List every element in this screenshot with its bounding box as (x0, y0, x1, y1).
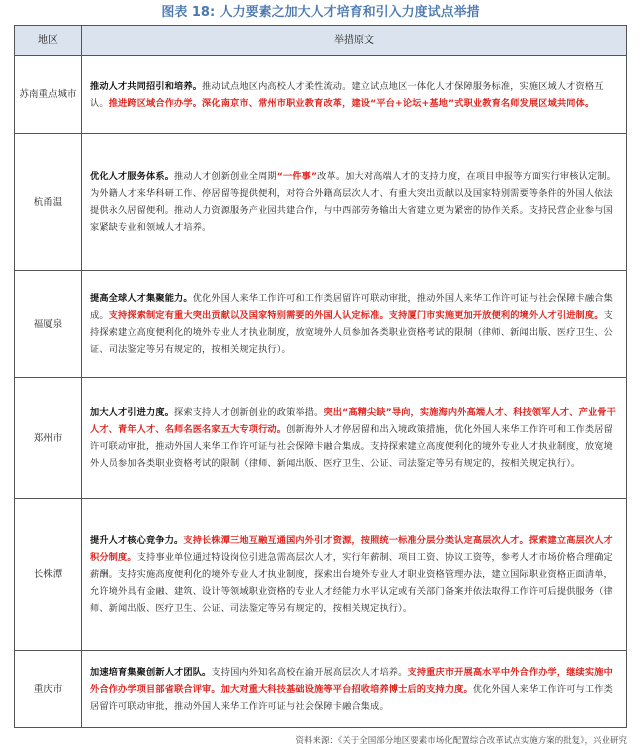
header-measures: 举措原文 (82, 26, 627, 56)
measure-text: 创新海外人才停居留和出入境政策措施，优化外国人来华工作许可和工作类居留许可联动审批，推动外国人来华工作许可证与社会保障卡融合集成。支持探索建立高度便利化的境外专业人才执业制度，放宽境外人员参加各类职业资格考试的限制（律师、新闻出版、医疗卫生、公证、司法鉴定等另有规定的，按相关规定执行）。 (90, 424, 613, 469)
table-header-row (15, 26, 627, 56)
table-row (15, 378, 627, 499)
source-note: 资料来源：《关于全国部分地区要素市场化配置综合改革试点实施方案的批复》，兴业研究 (295, 736, 627, 746)
table-row (15, 271, 627, 378)
measures-cell (82, 378, 627, 499)
measure-heading: 推动人才共同招引和培养。 (90, 80, 203, 92)
measure-heading: 加大人才引进力度。 (90, 407, 175, 418)
measure-text: 推动试点地区内高校人才柔性流动。建立试点地区一体化人才保障服务标准，实施区域人才资格互认。 (90, 80, 604, 109)
measures-cell (82, 271, 627, 378)
figure-title: 图表 18: 人力要素之加大人才培育和引入力度试点举措 (161, 5, 480, 20)
measure-highlight: 推进跨区域合作办学。深化南京市、常州市职业教育改革，建设“平台+论坛+基地”式职业教育名师发展区域共同体。 (108, 97, 595, 109)
measure-heading: 提高全球人才集聚能力。 (90, 293, 193, 304)
region-cell: 长株潭 (15, 499, 82, 651)
measure-heading: 加速培育集聚创新人才团队。 (90, 666, 212, 678)
measures-cell (82, 651, 627, 728)
measure-text: 支持国内外知名高校在渝开展高层次人才培养。 (211, 666, 408, 678)
measure-highlight: 突出“高精尖缺”导向，实施海内外高端人才、科技领军人才、产业骨干人才、青年人才、名师名医名家五大专项行动。 (90, 407, 616, 435)
measures-cell (82, 134, 627, 271)
measure-highlight: 支持长株潭三地互融互通国内外引才资源，按照统一标准分层分类认定高层次人才。探索建立高层次人才积分制度。 (90, 535, 613, 563)
measure-highlight: 支持重庆市开展高水平中外合作办学，继续实施中外合作办学项目部省联合评审。加大对重大科技基础设施等平台招收培养博士后的支持力度。 (90, 666, 613, 695)
measure-text: 改革。加大对高端人才的支持力度，在项目申报等方面实行审核认定制。为外籍人才来华科研工作、停居留等提供便利，对符合外籍高层次人才、有重大突出贡献以及国家特别需要等条件的外国人依法提供永久居留便利。推动人力资源服务产业园共建合作，与中西部劳务输出大省建立更为紧密的协作关系。支持民营企业参与国家紧缺专业和领域人才培养。 (90, 171, 616, 233)
measures-cell (82, 499, 627, 651)
measure-text: 推动人才创新创业全周期 (174, 171, 277, 182)
measure-text: 优化外国人来华工作许可和工作类居留许可联动审批，推动外国人来华工作许可证与社会保障卡融合集成。 (90, 293, 613, 321)
measure-highlight: 支持探索制定有重大突出贡献以及国家特别需要的外国人认定标准。支持厦门市实施更加开放便利的境外人才引进制度。 (108, 310, 604, 321)
measure-text: 支持探索建立高度便利化的境外专业人才执业制度，放宽境外人员参加各类职业资格考试的限制（律师、新闻出版、医疗卫生、公证、司法鉴定等另有规定的，按相关规定执行）。 (90, 310, 613, 355)
region-cell: 福厦泉 (15, 271, 82, 378)
measures-cell (82, 56, 627, 134)
measure-highlight: “一件事” (276, 171, 318, 182)
measure-heading: 优化人才服务体系。 (90, 171, 175, 182)
table-row (15, 56, 627, 134)
measure-text: 支持事业单位通过特设岗位引进急需高层次人才，实行年薪制、项目工资、协议工资等，参考人才市场价格合理确定薪酬。支持实施高度便利化的境外专业人才执业制度，探索出台境外专业人才职业资格管理办法，建立国际职业资格正面清单，允许境外具有金融、建筑、设计等领域职业资格的专业人才经能力水平认定或有关部门备案并依法取得工作许可后提供服务（律师、新闻出版、医疗卫生、公证、司法鉴定等另有规定的，按相关规定执行）。 (90, 552, 613, 614)
region-cell: 郑州市 (15, 378, 82, 499)
table-row (15, 134, 627, 271)
measure-text: 优化外国人来华工作许可与工作类居留许可联动审批，推动外国人来华工作许可证与社会保障卡融合集成。 (90, 683, 613, 712)
measure-heading: 提升人才核心竞争力。 (90, 535, 184, 546)
measure-text: 探索支持人才创新创业的政策举措。 (174, 407, 324, 418)
region-cell: 苏南重点城市 (15, 56, 82, 134)
measures-table (14, 25, 627, 728)
region-cell: 杭甬温 (15, 134, 82, 271)
table-row (15, 651, 627, 728)
header-region: 地区 (15, 26, 82, 56)
region-cell: 重庆市 (15, 651, 82, 728)
table-row (15, 499, 627, 651)
